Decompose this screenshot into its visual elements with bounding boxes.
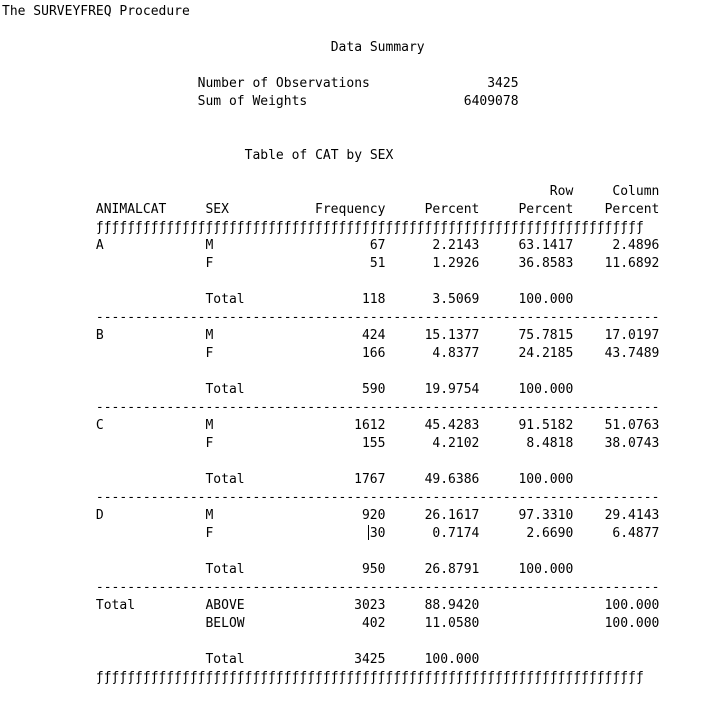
- animalcat-cell: D: [95, 508, 104, 523]
- group-separator-line: ------------------------------------------------------------------------: [95, 490, 660, 505]
- table-row: [96, 507, 660, 525]
- row-percent-cell: 100.000: [518, 382, 574, 397]
- column-percent-column-header: Percent: [604, 202, 660, 217]
- frequency-cell: 30: [369, 526, 386, 541]
- table-row: [96, 435, 660, 453]
- crosstab-title: Table of CAT by SEX: [244, 148, 394, 163]
- column-percent-cell: 38.0743: [604, 436, 660, 451]
- table-bottom-rule: ƒƒƒƒƒƒƒƒƒƒƒƒƒƒƒƒƒƒƒƒƒƒƒƒƒƒƒƒƒƒƒƒƒƒƒƒƒƒƒƒƒƒƒƒƒƒƒƒƒƒƒƒƒƒƒƒƒƒƒƒƒƒƒƒƒƒƒƒƒƒ: [95, 670, 644, 685]
- blank-line: [96, 363, 660, 381]
- column-percent-cell: [573, 471, 659, 489]
- column-percent-cell: 2.4896: [612, 238, 660, 253]
- animalcat-cell: [96, 651, 206, 669]
- procedure-title: The SURVEYFREQ Procedure: [2, 4, 190, 19]
- frequency-cell: 166: [361, 346, 386, 361]
- table-row: [96, 615, 660, 633]
- animalcat-cell: A: [95, 238, 104, 253]
- crosstab-pre-header-row: [96, 183, 660, 201]
- crosstab-table: [96, 183, 660, 687]
- frequency-cell: 950: [361, 562, 386, 577]
- percent-cell: 4.2102: [432, 436, 480, 451]
- column-percent-cell: 51.0763: [604, 418, 660, 433]
- column-percent-cell: [573, 651, 659, 669]
- frequency-cell: 118: [361, 292, 386, 307]
- row-percent-cell: 2.6690: [526, 526, 574, 541]
- summary-row: [198, 93, 519, 111]
- column-percent-cell: 6.4877: [612, 526, 660, 541]
- row-percent-cell: [479, 597, 573, 615]
- table-row: [96, 525, 660, 543]
- column-percent-pre-header: Column: [612, 184, 660, 199]
- crosstab-body: [96, 237, 660, 687]
- sex-cell: Total: [205, 292, 245, 307]
- animalcat-cell: [96, 291, 206, 309]
- summary-value: 6409078: [463, 94, 519, 109]
- column-percent-cell: [573, 291, 659, 309]
- frequency-cell: 402: [361, 616, 386, 631]
- blank-line: [96, 633, 660, 651]
- frequency-cell: 920: [361, 508, 386, 523]
- crosstab-header-row: [96, 201, 660, 219]
- table-row: [96, 597, 660, 615]
- animalcat-cell: B: [95, 328, 104, 343]
- percent-cell: 100.000: [424, 652, 480, 667]
- percent-cell: 1.2926: [432, 256, 480, 271]
- sex-cell: BELOW: [205, 616, 245, 631]
- row-percent-cell: 100.000: [518, 472, 574, 487]
- table-row: [96, 381, 660, 399]
- animalcat-cell: [96, 471, 206, 489]
- percent-column-header: Percent: [424, 202, 480, 217]
- group-separator-line: ------------------------------------------------------------------------: [95, 580, 660, 595]
- table-row: [96, 255, 660, 273]
- percent-cell: 11.0580: [424, 616, 480, 631]
- sex-cell: Total: [205, 562, 245, 577]
- row-percent-pre-header: Row: [549, 184, 574, 199]
- table-row: [96, 345, 660, 363]
- frequency-cell: 155: [361, 436, 386, 451]
- animalcat-cell: [96, 435, 206, 453]
- blank-line: [96, 543, 660, 561]
- column-percent-cell: 29.4143: [604, 508, 660, 523]
- text-caret: [368, 525, 369, 540]
- frequency-cell: 3023: [354, 598, 386, 613]
- animalcat-cell: [96, 345, 206, 363]
- percent-cell: 15.1377: [424, 328, 480, 343]
- group-separator-line: ------------------------------------------------------------------------: [95, 400, 660, 415]
- animalcat-cell: [96, 561, 206, 579]
- percent-cell: 0.7174: [432, 526, 480, 541]
- data-summary-table: [198, 75, 519, 111]
- table-row: [96, 291, 660, 309]
- percent-cell: 19.9754: [424, 382, 480, 397]
- data-summary-title: Data Summary: [330, 40, 425, 55]
- percent-cell: 3.5069: [432, 292, 480, 307]
- column-percent-cell: 43.7489: [604, 346, 660, 361]
- row-percent-cell: 75.7815: [518, 328, 574, 343]
- group-separator-line: ------------------------------------------------------------------------: [95, 310, 660, 325]
- sex-cell: Total: [205, 472, 245, 487]
- animalcat-cell: Total: [95, 598, 136, 613]
- sex-cell: M: [205, 418, 214, 433]
- percent-cell: 26.1617: [424, 508, 480, 523]
- percent-cell: 4.8377: [432, 346, 480, 361]
- blank-line: [96, 453, 660, 471]
- sex-cell: F: [205, 256, 214, 271]
- sex-cell: F: [205, 346, 214, 361]
- sex-cell: ABOVE: [205, 598, 245, 613]
- row-percent-cell: 100.000: [518, 292, 574, 307]
- table-row: [96, 471, 660, 489]
- frequency-cell: 1767: [354, 472, 386, 487]
- sex-cell: Total: [205, 382, 245, 397]
- row-percent-cell: 8.4818: [526, 436, 574, 451]
- sex-cell: M: [205, 328, 214, 343]
- row-percent-cell: 63.1417: [518, 238, 574, 253]
- table-row: [96, 561, 660, 579]
- sex-cell: F: [205, 526, 214, 541]
- percent-cell: 2.2143: [432, 238, 480, 253]
- sex-cell: Total: [205, 652, 245, 667]
- table-row: [96, 327, 660, 345]
- row-percent-column-header: Percent: [518, 202, 574, 217]
- animalcat-column-header: ANIMALCAT: [95, 202, 167, 217]
- row-percent-cell: 100.000: [518, 562, 574, 577]
- animalcat-cell: C: [95, 418, 104, 433]
- summary-value: 3425: [487, 76, 519, 91]
- sex-cell: M: [205, 238, 214, 253]
- sex-cell: M: [205, 508, 214, 523]
- frequency-cell: 51: [369, 256, 386, 271]
- percent-cell: 45.4283: [424, 418, 480, 433]
- frequency-cell: 67: [369, 238, 386, 253]
- percent-cell: 26.8791: [424, 562, 480, 577]
- percent-cell: 88.9420: [424, 598, 480, 613]
- row-percent-cell: 24.2185: [518, 346, 574, 361]
- row-percent-cell: 97.3310: [518, 508, 574, 523]
- sex-cell: F: [205, 436, 214, 451]
- animalcat-cell: [96, 525, 206, 543]
- column-percent-cell: 17.0197: [604, 328, 660, 343]
- frequency-cell: 1612: [354, 418, 386, 433]
- sex-column-header: SEX: [205, 202, 229, 217]
- animalcat-cell: [96, 381, 206, 399]
- summary-label: Sum of Weights: [197, 94, 308, 109]
- blank-line: [96, 273, 660, 291]
- summary-label: Number of Observations: [197, 76, 370, 91]
- row-percent-cell: [479, 651, 573, 669]
- summary-row: [198, 75, 519, 93]
- table-row: [96, 417, 660, 435]
- table-row: [96, 237, 660, 255]
- column-percent-cell: 100.000: [604, 598, 660, 613]
- frequency-cell: 590: [361, 382, 386, 397]
- frequency-column-header: Frequency: [315, 202, 386, 217]
- percent-cell: 49.6386: [424, 472, 480, 487]
- table-row: [96, 651, 660, 669]
- column-percent-cell: 100.000: [604, 616, 660, 631]
- column-percent-cell: 11.6892: [604, 256, 660, 271]
- column-percent-cell: [573, 381, 659, 399]
- row-percent-cell: [479, 615, 573, 633]
- row-percent-cell: 36.8583: [518, 256, 574, 271]
- animalcat-cell: [96, 255, 206, 273]
- frequency-cell: 3425: [354, 652, 386, 667]
- header-rule-line: ƒƒƒƒƒƒƒƒƒƒƒƒƒƒƒƒƒƒƒƒƒƒƒƒƒƒƒƒƒƒƒƒƒƒƒƒƒƒƒƒƒƒƒƒƒƒƒƒƒƒƒƒƒƒƒƒƒƒƒƒƒƒƒƒƒƒƒƒƒƒ: [95, 220, 644, 235]
- animalcat-cell: [96, 615, 206, 633]
- row-percent-cell: 91.5182: [518, 418, 574, 433]
- frequency-cell: 424: [361, 328, 386, 343]
- column-percent-cell: [573, 561, 659, 579]
